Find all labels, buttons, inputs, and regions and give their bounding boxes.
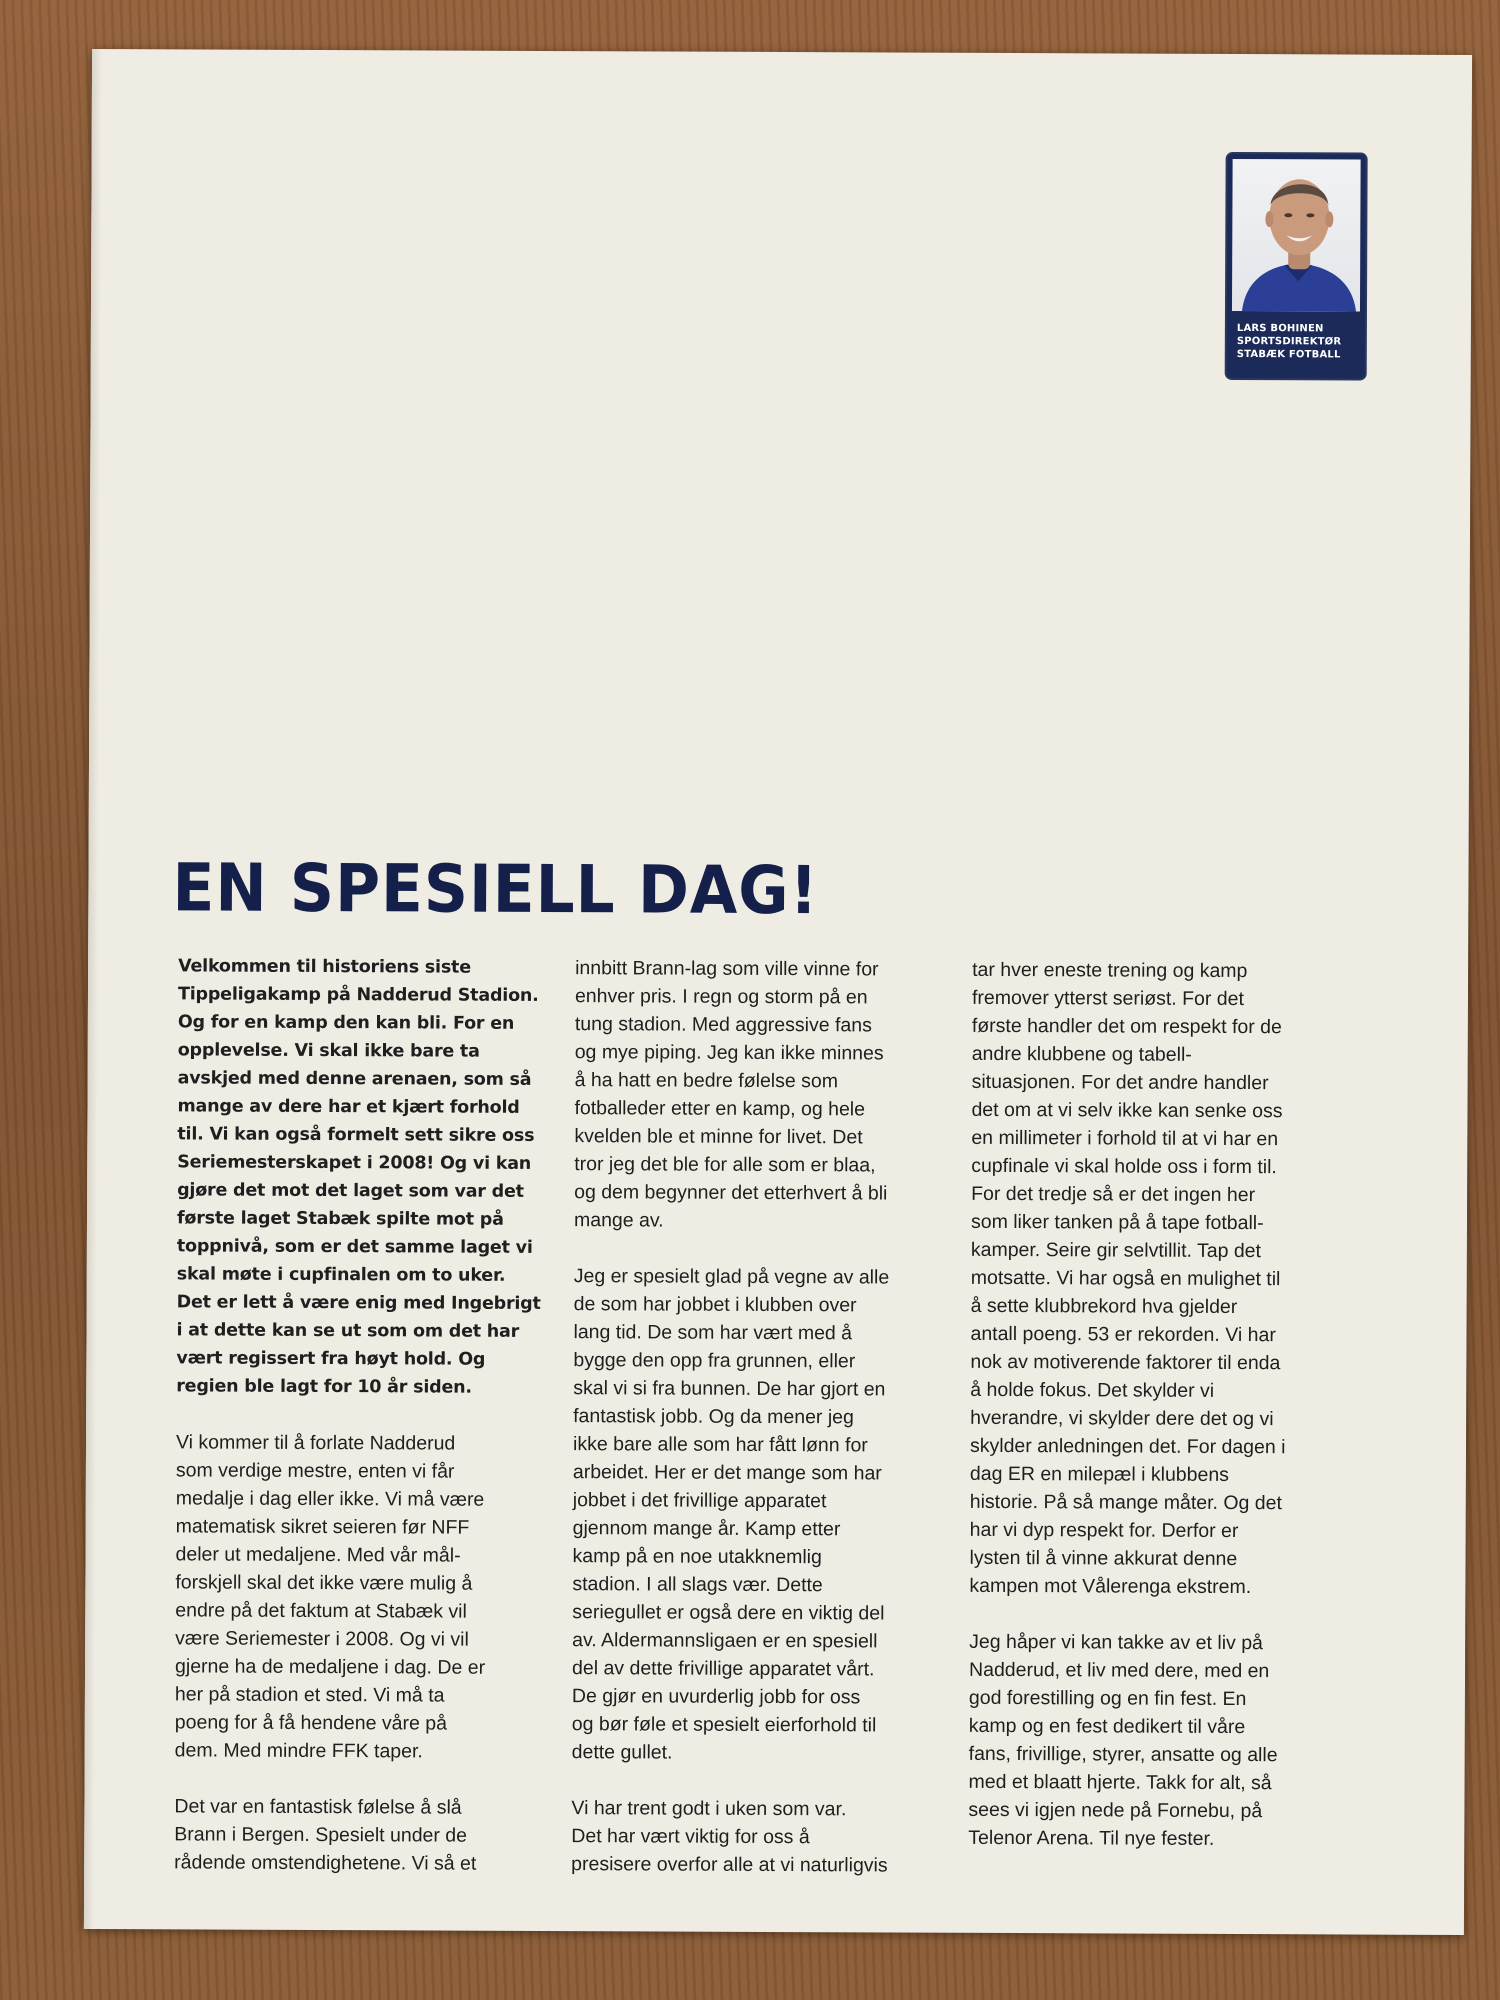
text-line: her på stadion et sted. Vi må ta — [174, 1683, 445, 1707]
text-line: arbeidet. Her er det mange som har — [572, 1461, 882, 1485]
article-headline: EN SPESIELL DAG! — [172, 849, 819, 930]
text-line: og bør føle et spesielt eierforhold til — [571, 1713, 877, 1737]
text-line: skal møte i cupfinalen om to uker. — [176, 1264, 506, 1286]
text-line: første laget Stabæk spilte mot på — [176, 1208, 504, 1230]
text-line: poeng for å få hendene våre på — [174, 1711, 447, 1735]
text-line: kamp og en fest dedikert til våre — [968, 1714, 1246, 1739]
text-line: deler ut medaljene. Med vår mål- — [175, 1543, 461, 1567]
text-line: med et blaatt hjerte. Takk for alt, så — [968, 1770, 1272, 1795]
text-line: god forestilling og en fin fest. En — [968, 1686, 1247, 1711]
text-line: dette gullet. — [571, 1741, 673, 1764]
text-line: Det var en fantastisk følelse å slå — [174, 1795, 462, 1819]
text-line: Brann i Bergen. Spesielt under de — [174, 1823, 468, 1847]
text-line: rådende omstendighetene. Vi så et — [174, 1851, 477, 1875]
text-line: historie. På så mange måter. Og det — [969, 1490, 1282, 1515]
text-line: Jeg er spesielt glad på vegne av alle — [573, 1265, 890, 1289]
text-line: kamp på en noe utakknemlig — [572, 1545, 822, 1569]
text-line: avskjed med denne arenaen, som så — [177, 1068, 532, 1090]
text-line: ikke bare alle som har fått lønn for — [572, 1433, 868, 1457]
text-line: endre på det faktum at Stabæk vil — [175, 1599, 467, 1623]
text-line: fotballeder etter en kamp, og hele — [574, 1097, 866, 1121]
text-line: kampen mot Vålerenga ekstrem. — [969, 1574, 1252, 1599]
text-line: dem. Med mindre FFK taper. — [174, 1739, 423, 1763]
text-line: til. Vi kan også formelt sett sikre oss — [177, 1124, 535, 1146]
text-line: De gjør en uvurderlig jobb for oss — [571, 1685, 861, 1709]
text-line: tung stadion. Med aggressive fans — [574, 1013, 872, 1037]
article-column-1 — [174, 952, 548, 1906]
text-line: mange av. — [573, 1209, 664, 1232]
text-line: en millimeter i forhold til at vi har en — [971, 1126, 1279, 1151]
text-line: stadion. I all slags vær. Dette — [572, 1573, 823, 1597]
article-paragraph — [174, 1792, 544, 1878]
page-spine — [84, 49, 102, 1929]
author-organization: STABÆK FOTBALL — [1236, 348, 1341, 361]
text-line: kamper. Seire gir selvtillit. Tap det — [970, 1238, 1262, 1263]
text-line: Det har vært viktig for oss å — [571, 1825, 810, 1849]
text-line: som verdige mestre, enten vi får — [175, 1459, 455, 1483]
text-line: lang tid. De som har vært med å — [573, 1321, 853, 1345]
text-line: av. Aldermannsligaen er en spesiell — [572, 1629, 878, 1653]
text-line: å sette klubbrekord hva gjelder — [970, 1294, 1238, 1319]
author-title: SPORTSDIREKTØR — [1236, 335, 1342, 348]
text-line: del av dette frivillige apparatet vårt. — [572, 1657, 875, 1681]
text-line: har vi dyp respekt for. Derfor er — [969, 1518, 1239, 1543]
article-paragraph — [969, 956, 1342, 1602]
text-line: å holde fokus. Det skylder vi — [970, 1378, 1215, 1402]
article-paragraph — [571, 1794, 941, 1880]
text-line: fans, frivillige, styrer, ansatte og alle — [968, 1742, 1278, 1767]
text-line: vært regissert fra høyt hold. Og — [176, 1348, 486, 1370]
text-line: Vi kommer til å forlate Nadderud — [175, 1431, 456, 1455]
text-line: lysten til å vinne akkurat denne — [969, 1546, 1238, 1571]
text-line: Og for en kamp den kan bli. For en — [177, 1012, 515, 1034]
text-line: og mye piping. Jeg kan ikke minnes — [574, 1041, 884, 1065]
text-line: medalje i dag eller ikke. Vi må være — [175, 1487, 485, 1511]
text-line: skal vi si fra bunnen. De har gjort en — [573, 1377, 886, 1401]
article-paragraph — [572, 1262, 944, 1768]
text-line: tar hver eneste trening og kamp — [972, 958, 1248, 983]
text-line: og dem begynner det etterhvert å bli — [574, 1181, 888, 1205]
magazine-page — [84, 49, 1472, 1935]
author-photo-icon — [1232, 159, 1361, 312]
text-line: sees vi igjen nede på Fornebu, på — [968, 1798, 1263, 1823]
text-line: i at dette kan se ut som om det har — [176, 1320, 520, 1342]
article-paragraph — [574, 954, 945, 1236]
text-line: å ha hatt en bedre følelse som — [574, 1069, 839, 1093]
text-line: enhver pris. I regn og storm på en — [574, 985, 868, 1009]
text-line: som liker tanken på å tape fotball- — [970, 1210, 1264, 1235]
text-line: første handler det om respekt for de — [971, 1014, 1282, 1039]
text-line: forskjell skal det ikke være mulig å — [175, 1571, 473, 1595]
text-line: være Seriemester i 2008. Og vi vil — [175, 1627, 469, 1651]
text-line: Seriemesterskapet i 2008! Og vi kan — [177, 1152, 532, 1174]
text-line: Velkommen til historiens siste — [178, 956, 471, 978]
text-line: fremover ytterst seriøst. For det — [971, 986, 1245, 1011]
text-line: toppnivå, som er det samme laget vi — [176, 1236, 533, 1258]
text-line: kvelden ble et minne for livet. Det — [574, 1125, 863, 1149]
article-paragraph — [176, 952, 548, 1402]
text-line: Nadderud, et liv med dere, med en — [968, 1658, 1270, 1683]
text-line: matematisk sikret seieren før NFF — [175, 1515, 470, 1539]
text-line: situasjonen. For det andre handler — [971, 1070, 1269, 1095]
text-line: nok av motiverende faktorer til enda — [970, 1350, 1281, 1375]
article-paragraph — [175, 1428, 546, 1766]
text-line: hverandre, vi skylder dere det og vi — [970, 1406, 1274, 1431]
text-line: seriegullet er også dere en viktig del — [572, 1601, 885, 1625]
article-column-3 — [968, 956, 1342, 1882]
text-line: det om at vi selv ikke kan senke oss — [971, 1098, 1283, 1123]
text-line: andre klubbene og tabell- — [971, 1042, 1192, 1066]
text-line: antall poeng. 53 er rekorden. Vi har — [970, 1322, 1276, 1347]
article-paragraph — [968, 1628, 1339, 1854]
text-line: Det er lett å være enig med Ingebrigt — [176, 1292, 541, 1314]
text-line: bygge den opp fra grunnen, eller — [573, 1349, 856, 1373]
text-line: Telenor Arena. Til nye fester. — [968, 1826, 1215, 1850]
text-line: Tippeligakamp på Nadderud Stadion. — [177, 984, 539, 1006]
text-line: gjøre det mot det laget som var det — [177, 1180, 524, 1202]
author-portrait-card — [1225, 152, 1368, 381]
text-line: gjennom mange år. Kamp etter — [572, 1517, 841, 1541]
text-line: skylder anledningen det. For dagen i — [969, 1434, 1286, 1459]
author-photo — [1232, 159, 1361, 312]
text-line: motsatte. Vi har også en mulighet til — [970, 1266, 1281, 1291]
text-line: For det tredje så er det ingen her — [971, 1182, 1256, 1207]
text-line: jobbet i det frivillige apparatet — [572, 1489, 827, 1513]
text-line: Vi har trent godt i uken som var. — [571, 1797, 847, 1821]
text-line: fantastisk jobb. Og da mener jeg — [573, 1405, 854, 1429]
text-line: de som har jobbet i klubben over — [573, 1293, 857, 1317]
text-line: dag ER en milepæl i klubbens — [969, 1462, 1230, 1486]
text-line: tror jeg det ble for alle som er blaa, — [574, 1153, 876, 1177]
text-line: regien ble lagt for 10 år siden. — [176, 1376, 472, 1398]
author-name: LARS BOHINEN — [1236, 322, 1324, 335]
text-line: presisere overfor alle at vi naturligvis — [571, 1853, 888, 1877]
text-line: gjerne ha de medaljene i dag. De er — [175, 1655, 486, 1679]
text-line: opplevelse. Vi skal ikke bare ta — [177, 1040, 480, 1062]
text-line: innbitt Brann-lag som ville vinne for — [575, 957, 879, 981]
text-line: cupfinale vi skal holde oss i form til. — [971, 1154, 1277, 1179]
text-line: Jeg håper vi kan takke av et liv på — [969, 1630, 1263, 1655]
text-line: mange av dere har et kjært forhold — [177, 1096, 520, 1118]
article-column-2 — [571, 954, 945, 1908]
author-caption — [1237, 322, 1359, 362]
